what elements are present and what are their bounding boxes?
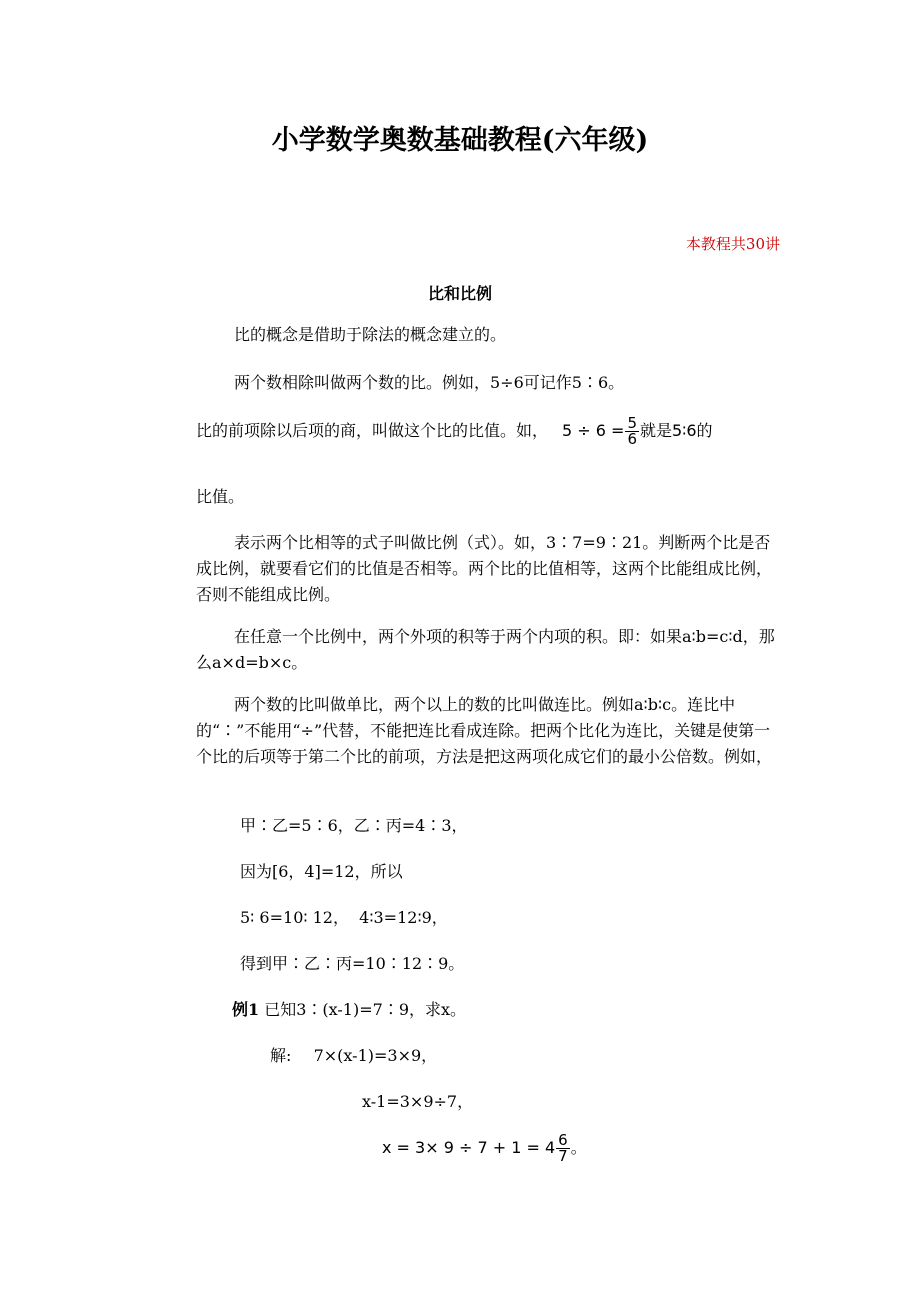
paragraph-proportion-property: 在任意一个比例中，两个外项的积等于两个内项的积。即：如果a∶b=c∶d，那么a×d=b×c。	[196, 627, 775, 672]
fraction-denominator: 7	[558, 1147, 568, 1165]
fraction-five-sixths	[625, 416, 639, 447]
solution-step-1: 7×(x-1)=3×9，	[313, 1046, 438, 1065]
example-1-label: 例1	[232, 1000, 260, 1019]
paragraph-ratio-concept: 比的概念是借助于除法的概念建立的。	[234, 325, 507, 344]
paragraph-continued-ratio: 两个数的比叫做单比，两个以上的数的比叫做连比。例如a∶b∶c。连比中的“∶”不能用“÷”代替，不能把连比看成连除。把两个比化为连比，关键是使第一个比的后项等于第二个比的前项，方法是把这两项化成它们的最小公倍数。例如，	[196, 695, 773, 766]
ratio-value-text: 比的前项除以后项的商，叫做这个比的比值。如，	[196, 421, 549, 440]
ratio-value-after: 就是5∶6的	[640, 421, 713, 440]
paragraph-ratio-definition: 两个数相除叫做两个数的比。例如，5÷6可记作5∶6。	[234, 373, 625, 392]
fraction-numerator: 6	[558, 1131, 568, 1149]
example-line-3: 5∶ 6=10∶ 12， 4∶3=12∶9，	[240, 908, 448, 927]
solution-line-1	[270, 1043, 437, 1069]
solution-label: 解:	[270, 1046, 292, 1065]
lecture-count-note: 本教程共30讲	[685, 235, 780, 253]
ratio-value-expression: 5 ÷ 6 =	[562, 421, 625, 440]
solution-step-3-end: 。	[570, 1138, 587, 1157]
page-title: 小学数学奥数基础教程(六年级)	[271, 125, 649, 156]
fraction-denominator: 6	[627, 430, 637, 448]
paragraph-proportion: 表示两个比相等的式子叫做比例（式）。如，3∶7=9∶21。判断两个比是否成比例，就要看它们的比值是否相等。两个比的比值相等，这两个比能组成比例，否则不能组成比例。	[196, 533, 773, 604]
paragraph-ratio-value	[196, 416, 713, 447]
fraction-numerator: 5	[627, 414, 637, 432]
example-1	[232, 997, 466, 1023]
fraction-six-sevenths	[556, 1133, 570, 1164]
solution-step-3-expression: x = 3× 9 ÷ 7 + 1 = 4	[382, 1138, 556, 1157]
example-line-4: 得到甲∶乙∶丙=10∶12∶9。	[240, 954, 465, 973]
example-line-2: 因为[6，4]=12，所以	[240, 862, 403, 881]
solution-line-3	[382, 1133, 587, 1164]
paragraph-ratio-value-cont: 比值。	[196, 487, 245, 506]
section-heading: 比和比例	[427, 284, 492, 303]
example-line-1: 甲∶乙=5∶6，乙∶丙=4∶3，	[240, 816, 468, 835]
example-1-text: 已知3∶(x-1)=7∶9，求x。	[264, 1000, 467, 1019]
solution-line-2: x-1=3×9÷7，	[362, 1092, 474, 1111]
